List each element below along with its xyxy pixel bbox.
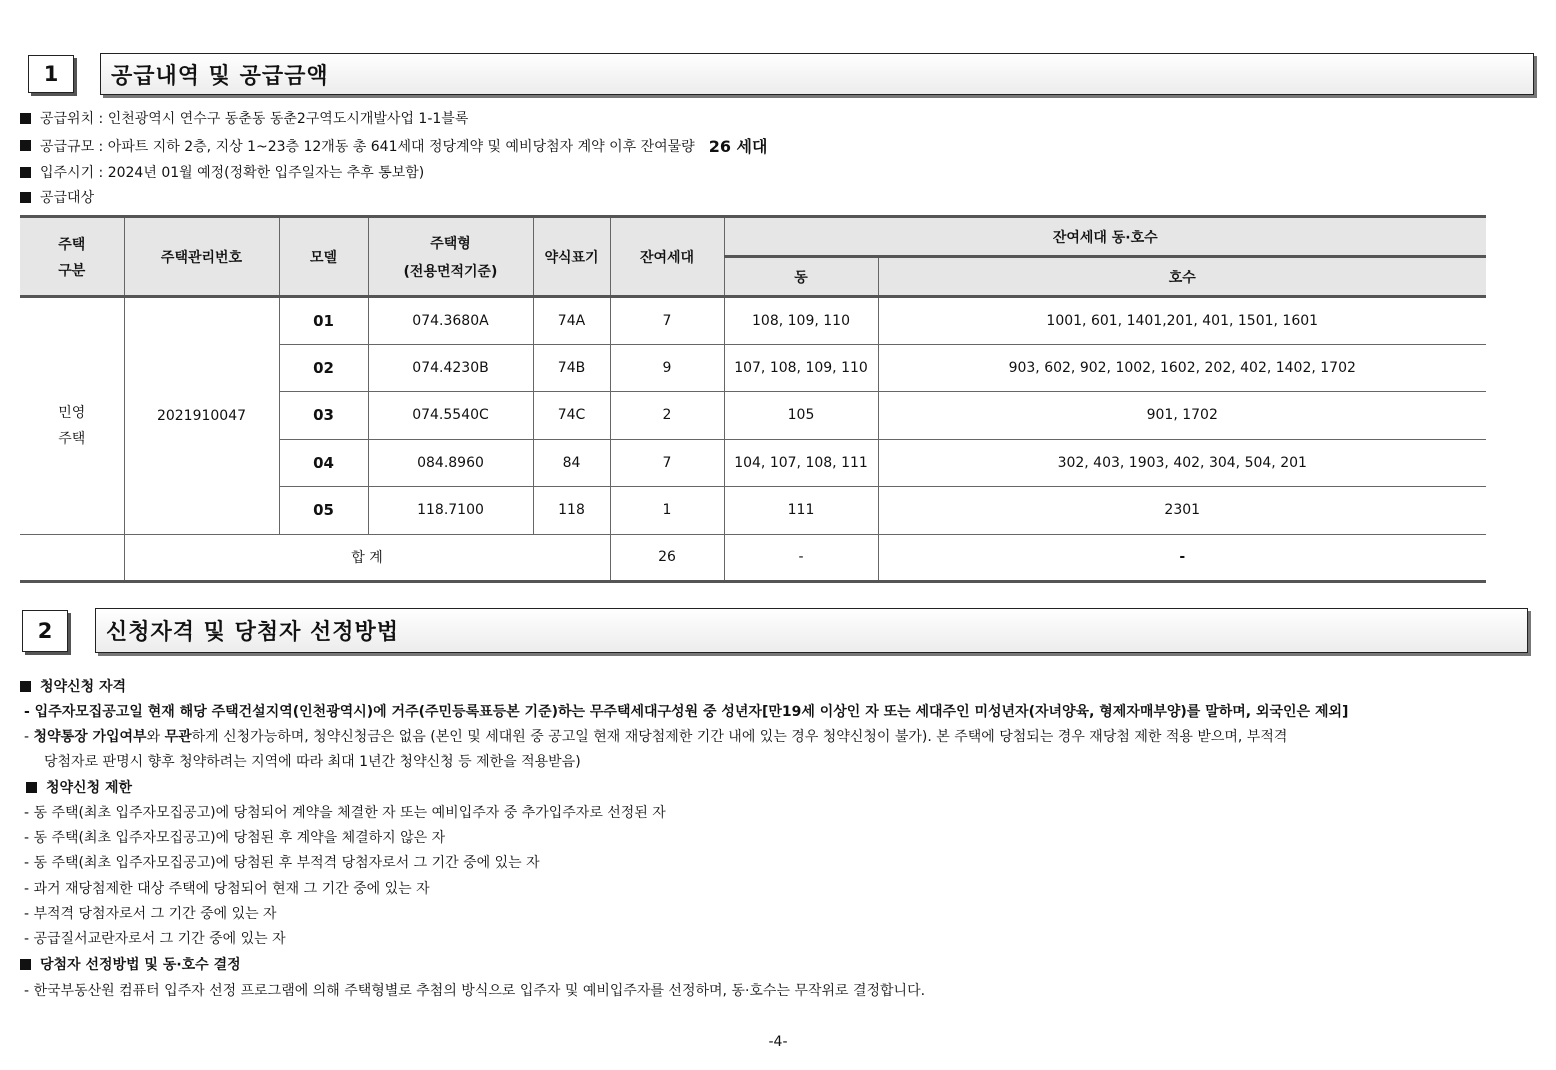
section-1-header	[28, 53, 1534, 95]
restriction-item: - 동 주택(최초 입주자모집공고)에 당첨된 후 계약을 체결하지 않은 자	[24, 830, 446, 846]
table-cell-model: 01	[279, 297, 368, 345]
qualification-1: - 입주자모집공고일 현재 해당 주택건설지역(인천광역시)에 거주(주민등록표등본 기준)하는 무주택세대구성원 중 성년자[만19세 이상인 자 또는 세대주인 미성년자(자녀양육, 형제자매부양)를 말하며, 외국인은 제외]	[24, 704, 1349, 720]
square-bullet-icon	[26, 782, 37, 793]
table-cell-type: 074.4230B	[368, 344, 533, 392]
square-bullet-icon	[20, 140, 31, 151]
table-cell-abbrev: 118	[533, 487, 610, 535]
category-cell	[20, 297, 124, 535]
supply-scale-highlight: 26 세대	[708, 137, 768, 156]
supply-location-text: 공급위치 : 인천광역시 연수구 동춘동 동춘2구역도시개발사업 1-1블록	[40, 111, 469, 127]
qualification-heading	[20, 676, 126, 696]
total-blank-cell	[20, 534, 124, 582]
restriction-item: - 동 주택(최초 입주자모집공고)에 당첨된 후 부적격 당첨자로서 그 기간 중에 있는 자	[24, 855, 540, 871]
restriction-heading	[26, 777, 132, 797]
total-building: -	[724, 534, 878, 582]
table-cell-building: 104, 107, 108, 111	[724, 439, 878, 487]
restriction-item: - 부적격 당첨자로서 그 기간 중에 있는 자	[24, 906, 277, 922]
table-cell-building: 111	[724, 487, 878, 535]
header-housing-type-l2: 구분	[58, 262, 86, 279]
square-bullet-icon	[20, 681, 31, 692]
qualification-heading-text: 청약신청 자격	[40, 679, 127, 695]
move-in-text: 입주시기 : 2024년 01월 예정(정확한 입주일자는 추후 통보함)	[40, 165, 425, 181]
header-house-type-l2: (전용면적기준)	[403, 263, 498, 280]
table-cell-units: 302, 403, 1903, 402, 304, 504, 201	[878, 439, 1486, 487]
total-row	[20, 534, 1486, 582]
table-cell-abbrev: 84	[533, 439, 610, 487]
qualification-2-mid: 와	[146, 729, 165, 745]
move-in-period	[20, 162, 424, 182]
page-number: -4-	[768, 1034, 788, 1050]
header-housing-type-l1: 주택	[58, 236, 86, 253]
restriction-heading-text: 청약신청 제한	[46, 780, 133, 796]
table-cell-units: 901, 1702	[878, 392, 1486, 440]
qualification-2-bold-2: 무관	[164, 729, 192, 745]
table-cell-model: 04	[279, 439, 368, 487]
supply-target-text: 공급대상	[40, 190, 95, 206]
table-cell-type: 084.8960	[368, 439, 533, 487]
header-housing-type	[20, 217, 124, 297]
supply-target	[20, 187, 94, 207]
supply-location	[20, 108, 468, 128]
header-house-type	[368, 217, 533, 297]
category-l2: 주택	[58, 430, 86, 447]
total-units: -	[878, 534, 1486, 582]
header-abbrev: 약식표기	[533, 217, 610, 297]
square-bullet-icon	[20, 113, 31, 124]
restriction-item: - 공급질서교란자로서 그 기간 중에 있는 자	[24, 931, 286, 947]
header-house-type-l1: 주택형	[430, 235, 471, 252]
section-1-number: 1	[28, 55, 74, 93]
header-model: 모델	[279, 217, 368, 297]
selection-text: - 한국부동산원 컴퓨터 입주자 선정 프로그램에 의해 주택형별로 추첨의 방식으로 입주자 및 예비입주자를 선정하며, 동·호수는 무작위로 결정합니다.	[24, 983, 926, 999]
restriction-item: - 과거 재당첨제한 대상 주택에 당첨되어 현재 그 기간 중에 있는 자	[24, 881, 430, 897]
selection-heading-text: 당첨자 선정방법 및 동·호수 결정	[40, 957, 241, 973]
table-cell-abbrev: 74B	[533, 344, 610, 392]
table-cell-remaining: 7	[610, 297, 724, 345]
supply-scale-text: 공급규모 : 아파트 지하 2층, 지상 1~23층 12개동 총 641세대 정당계약 및 예비당첨자 계약 이후 잔여물량	[40, 138, 695, 155]
table-cell-model: 02	[279, 344, 368, 392]
table-cell-abbrev: 74A	[533, 297, 610, 345]
table-cell-remaining: 2	[610, 392, 724, 440]
table-cell-model: 03	[279, 392, 368, 440]
qualification-2-continued: 당첨자로 판명시 향후 청약하려는 지역에 따라 최대 1년간 청약신청 등 제한을 적용받음)	[44, 754, 581, 770]
management-number: 2021910047	[124, 297, 279, 535]
table-cell-type: 074.5540C	[368, 392, 533, 440]
header-remaining: 잔여세대	[610, 217, 724, 297]
square-bullet-icon	[20, 192, 31, 203]
table-cell-model: 05	[279, 487, 368, 535]
supply-table	[20, 215, 1486, 583]
dash: -	[24, 729, 34, 745]
total-remaining: 26	[610, 534, 724, 582]
section-2-header	[22, 608, 1528, 653]
section-1-title: 공급내역 및 공급금액	[100, 53, 1534, 95]
table-cell-units: 2301	[878, 487, 1486, 535]
header-management-no: 주택관리번호	[124, 217, 279, 297]
qualification-2-bold-1: 청약통장 가입여부	[33, 729, 147, 745]
table-cell-building: 108, 109, 110	[724, 297, 878, 345]
qualification-2	[24, 726, 1287, 746]
table-cell-abbrev: 74C	[533, 392, 610, 440]
table-cell-type: 118.7100	[368, 487, 533, 535]
table-cell-type: 074.3680A	[368, 297, 533, 345]
table-cell-units: 903, 602, 902, 1002, 1602, 202, 402, 1402, 1702	[878, 344, 1486, 392]
table-cell-remaining: 9	[610, 344, 724, 392]
qualification-2-rest: 하게 신청가능하며, 청약신청금은 없음 (본인 및 세대원 중 공고일 현재 재당첨제한 기간 내에 있는 경우 청약신청이 불가). 본 주택에 당첨되는 경우 재당첨 제한 적용 받으며, 부적격	[191, 729, 1288, 745]
square-bullet-icon	[20, 167, 31, 178]
selection-heading	[20, 954, 241, 974]
total-label: 합 계	[124, 534, 610, 582]
supply-scale	[20, 134, 767, 157]
header-unit: 호수	[878, 257, 1486, 297]
header-remaining-units: 잔여세대 동·호수	[724, 217, 1486, 257]
table-cell-remaining: 1	[610, 487, 724, 535]
section-2-title: 신청자격 및 당첨자 선정방법	[95, 608, 1528, 653]
square-bullet-icon	[20, 959, 31, 970]
restriction-item: - 동 주택(최초 입주자모집공고)에 당첨되어 계약을 체결한 자 또는 예비입주자 중 추가입주자로 선정된 자	[24, 805, 666, 821]
table-cell-units: 1001, 601, 1401,201, 401, 1501, 1601	[878, 297, 1486, 345]
section-2-number: 2	[22, 610, 68, 652]
category-l1: 민영	[58, 404, 86, 421]
header-building: 동	[724, 257, 878, 297]
table-cell-remaining: 7	[610, 439, 724, 487]
table-cell-building: 107, 108, 109, 110	[724, 344, 878, 392]
table-cell-building: 105	[724, 392, 878, 440]
